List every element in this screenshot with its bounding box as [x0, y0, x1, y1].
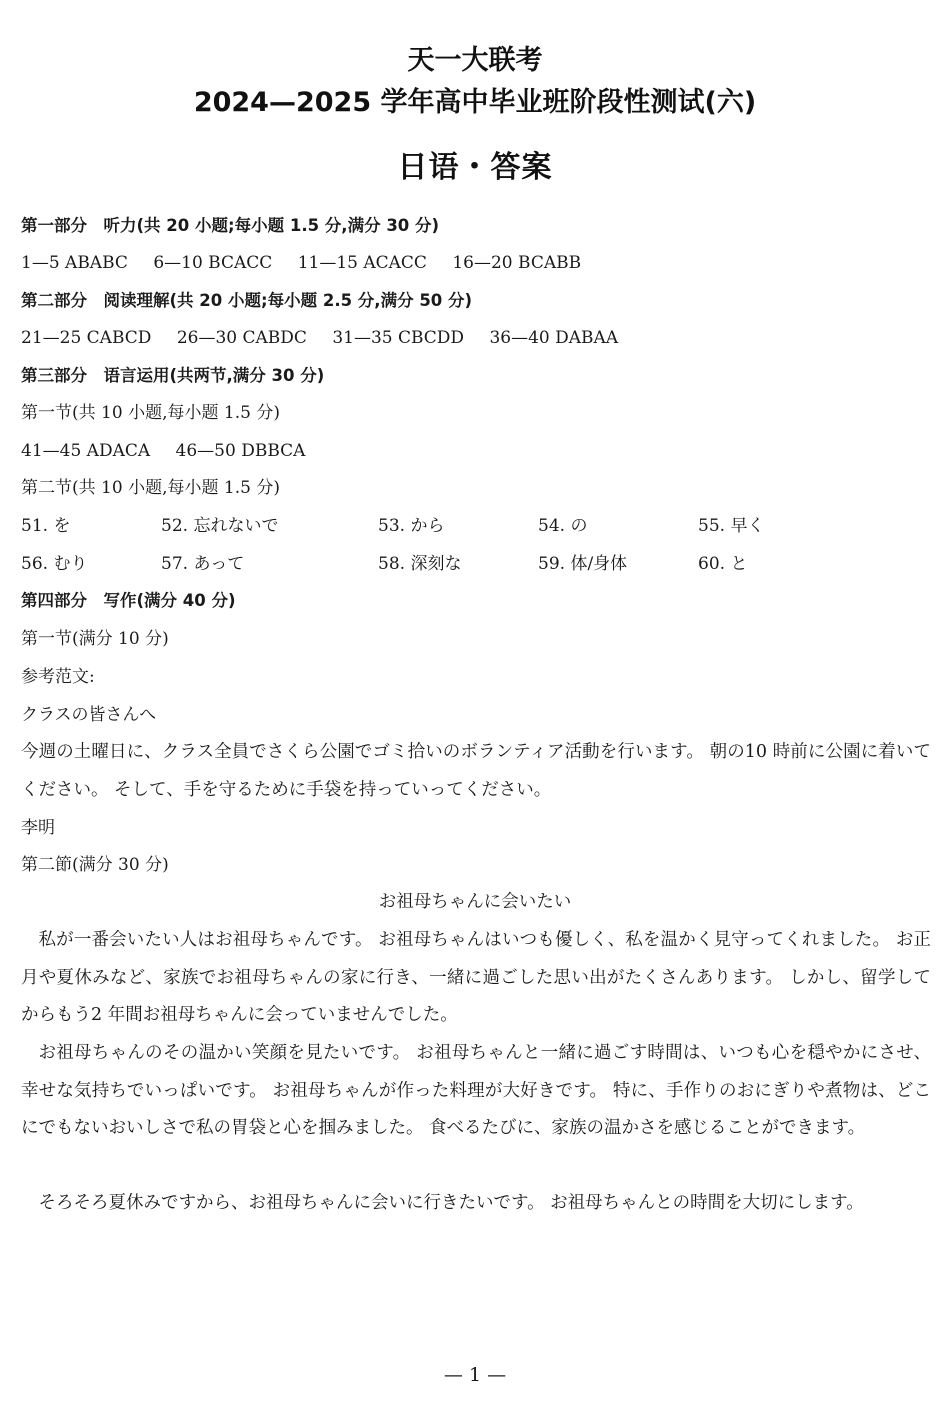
answer-group: 16—20 BCABB — [452, 253, 582, 273]
fill-answer: 58. 深刻な — [378, 554, 462, 574]
exam-name-title: 2024—2025 学年高中毕业班阶段性测试(六) — [193, 87, 757, 118]
part4-section2-heading: 第二節(满分 30 分) — [21, 855, 169, 875]
fill-answer: 54. の — [538, 516, 588, 536]
answer-group: 1—5 ABABC — [21, 253, 128, 273]
fill-answer: 51. を — [21, 516, 71, 536]
fill-in-answers-row-2 — [21, 552, 921, 576]
exam-organizer-title: 天一大联考 — [407, 45, 543, 76]
answer-group: 31—35 CBCDD — [332, 328, 465, 348]
part3-heading: 第三部分 语言运用(共两节,满分 30 分) — [21, 366, 325, 385]
answer-group: 21—25 CABCD — [21, 328, 152, 348]
fill-answer: 55. 早く — [698, 516, 765, 536]
part1-heading: 第一部分 听力(共 20 小题;每小题 1.5 分,满分 30 分) — [21, 216, 440, 235]
fill-answer: 59. 体/身体 — [538, 554, 628, 574]
letter-body: 今週の土曜日に、クラス全員でさくら公園でゴミ拾いのボランティア活動を行います。 朝の10 時前に公園に着いてください。 そして、手を守るために手袋を持っていってください。 — [21, 742, 931, 800]
fill-answer: 53. から — [378, 516, 445, 536]
fill-in-answers-row-1 — [21, 514, 921, 538]
answer-group: 6—10 BCACC — [153, 253, 273, 273]
part2-heading: 第二部分 阅读理解(共 20 小题;每小题 2.5 分,满分 50 分) — [21, 291, 473, 310]
essay-paragraph: そろそろ夏休みですから、お祖母ちゃんに会いに行きたいです。 お祖母ちゃんとの時間を大切にします。 — [38, 1193, 864, 1213]
essay-title: お祖母ちゃんに会いたい — [378, 892, 572, 912]
answer-group: 46—50 DBBCA — [175, 441, 306, 461]
answer-group: 26—30 CABDC — [176, 328, 307, 348]
fill-answer: 56. むり — [21, 554, 88, 574]
reference-label: 参考范文: — [21, 667, 95, 687]
part2-answers — [21, 326, 618, 350]
part1-answers — [21, 251, 581, 275]
answer-group: 41—45 ADACA — [21, 441, 151, 461]
letter-salutation: クラスの皆さんへ — [21, 705, 157, 725]
letter-signature: 李明 — [21, 818, 55, 838]
subject-answer-title: 日语・答案 — [397, 150, 553, 185]
part3-section1-heading: 第一节(共 10 小题,每小题 1.5 分) — [21, 403, 280, 423]
answer-group: 36—40 DABAA — [489, 328, 619, 348]
essay-paragraph: 私が一番会いたい人はお祖母ちゃんです。 お祖母ちゃんはいつも優しく、私を温かく見守ってくれました。 お正月や夏休みなど、家族でお祖母ちゃんの家に行き、一緒に過ごした思い出がたくさんあります。 しかし、留学してからもう2 年間お祖母ちゃんに会っていませんでした。 — [21, 930, 931, 1025]
essay-paragraph: お祖母ちゃんのその温かい笑顔を見たいです。 お祖母ちゃんと一緒に過ごす時間は、いつも心を穏やかにさせ、幸せな気持ちでいっぱいです。 お祖母ちゃんが作った料理が大好きです。 特に、手作りのおにぎりや煮物は、どこにでもないおいしさで私の胃袋と心を掴みました。 食べるたびに、家族の温かさを感じることができます。 — [21, 1043, 931, 1138]
answer-group: 11—15 ACACC — [297, 253, 427, 273]
fill-answer: 60. と — [698, 554, 748, 574]
part4-heading: 第四部分 写作(满分 40 分) — [21, 591, 236, 610]
part3-section2-heading: 第二节(共 10 小题,每小题 1.5 分) — [21, 478, 280, 498]
fill-answer: 57. あって — [161, 554, 245, 574]
part4-section1-heading: 第一节(满分 10 分) — [21, 629, 169, 649]
fill-answer: 52. 忘れないで — [161, 516, 279, 536]
part3-section1-answers — [21, 439, 305, 463]
page-number: — 1 — — [443, 1364, 507, 1386]
